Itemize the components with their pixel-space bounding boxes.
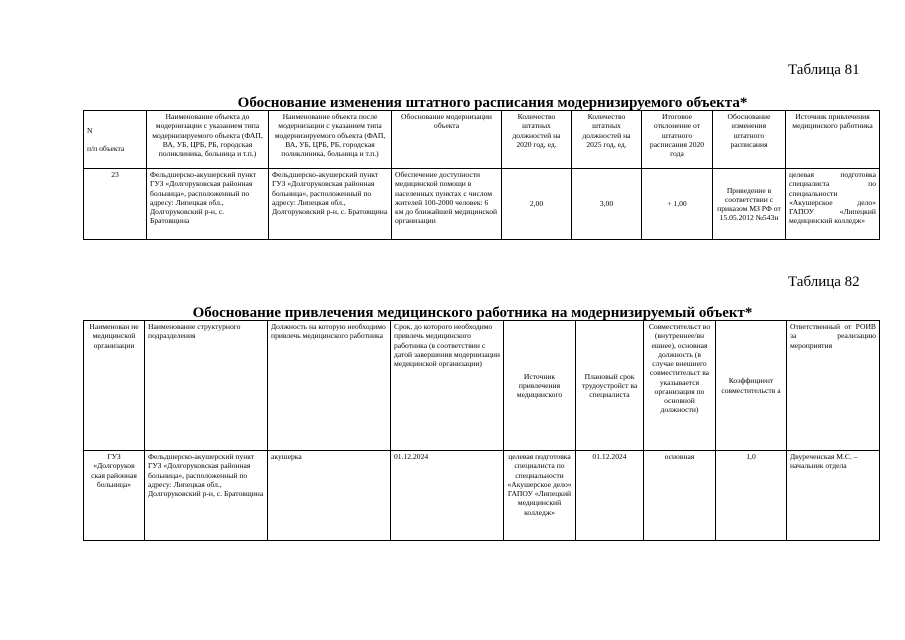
t81-cell-staff-2025: 3,00 [572,169,642,240]
t82-cell-responsible: Двуреченская М.С. – начальник отдела [787,451,880,541]
table-81-caption: Таблица 81 [788,62,860,78]
t81-cell-change-reason: Приведение в соответствии с приказом МЗ РФ от 15.05.2012 №543н [713,169,786,240]
t82-cell-coefficient: 1,0 [716,451,787,541]
t82-header-part-time: Совместительст во (внутреннее/вн ешнее), основная должность (в случае внешнего совместительст ва указывается организация по основной должности) [644,321,716,451]
t81-cell-object-before: Фельдшерско-акушерский пункт ГУЗ «Долгоруковская районная больница», расположенный по адресу: Липецкая обл., Долгоруковский р-н, с. Братовщина [147,169,269,240]
t82-header-hire-date: Плановый срок трудоустройст ва специалиста [576,321,644,451]
t81-header-deviation: Итоговое отклонение от штатного расписания 2020 года [642,111,713,169]
t81-cell-staff-2020: 2,00 [502,169,572,240]
table-81 [83,110,880,240]
t81-header-source: Источник привлечения медицинского работника [786,111,880,169]
table-81-title: Обоснование изменения штатного расписания модернизируемого объекта* [237,95,748,111]
table-82-header-row [84,321,880,451]
t81-header-number: N п/п объекта [84,111,147,169]
t82-header-organization: Наименован ие медицинской организации [84,321,145,451]
t81-cell-deviation: + 1,00 [642,169,713,240]
t81-header-object-before: Наименование объекта до модернизации с указанием типа модернизируемого объекта (ФАП, ВА, УБ, ЦРБ, РБ, городская поликлиника, больница и т.п.) [147,111,269,169]
table-82-caption: Таблица 82 [788,274,860,290]
t82-cell-part-time: основная [644,451,716,541]
table-82 [83,320,880,541]
t82-header-coefficient: Коэффициент совместительств а [716,321,787,451]
t82-cell-hire-date: 01.12.2024 [576,451,644,541]
table-row [84,451,880,541]
table-82-title: Обоснование привлечения медицинского работника на модернизируемый объект* [192,305,753,321]
t81-header-change-reason: Обоснование изменения штатного расписания [713,111,786,169]
t81-header-object-after: Наименование объекта после модернизации с указанием типа модернизируемого объекта (ФАП, ВА, УБ, ЦРБ, РБ, городская поликлиника, больница и т.п.) [269,111,392,169]
t81-header-staff-2020: Количество штатных должностей на 2020 год, ед. [502,111,572,169]
t82-cell-subdivision: Фельдшерско-акушерский пункт ГУЗ «Долгоруковская районная больница», расположенный по адресу: Липецкая обл., Долгоруковский р-н, с. Братовщина [145,451,268,541]
t82-cell-source: целевая подготовка специалиста по специальности «Акушерское дело» ГАПОУ «Липецкий медицинский колледж» [504,451,576,541]
t81-cell-object-after: Фельдшерско-акушерский пункт ГУЗ «Долгоруковская районная больница», расположенный по адресу: Липецкая обл., Долгоруковский р-н, с. Братовщина [269,169,392,240]
t81-cell-justification: Обеспечение доступности медицинской помощи в населенных пунктах с числом жителей 100-2000 человек: 6 км до ближайшей медицинской организации [392,169,502,240]
t81-cell-source: целевая подготовка специалиста по специальности «Акушерское дело» ГАПОУ «Липецкий медицинский колледж» [786,169,880,240]
t82-header-deadline: Срок, до которого необходимо привлечь медицинского работника (в соответствии с датой завершения модернизации медицинской организации) [391,321,504,451]
table-81-header-row [84,111,880,169]
t82-header-subdivision: Наименование структурного подразделения [145,321,268,451]
t81-cell-number: 23 [84,169,147,240]
t81-header-justification: Обоснование модернизации объекта [392,111,502,169]
t82-cell-organization: ГУЗ «Долгоруков ская районная больница» [84,451,145,541]
t82-cell-deadline: 01.12.2024 [391,451,504,541]
t82-cell-position: акушерка [268,451,391,541]
t82-header-source: Источник привлечения медицинского [504,321,576,451]
t82-header-position: Должность на которую необходимо привлечь медицинского работника [268,321,391,451]
t82-header-responsible: Ответственный от РОИВ за реализацию мероприятия [787,321,880,451]
t81-header-staff-2025: Количество штатных должностей на 2025 год, ед. [572,111,642,169]
table-row [84,169,880,240]
